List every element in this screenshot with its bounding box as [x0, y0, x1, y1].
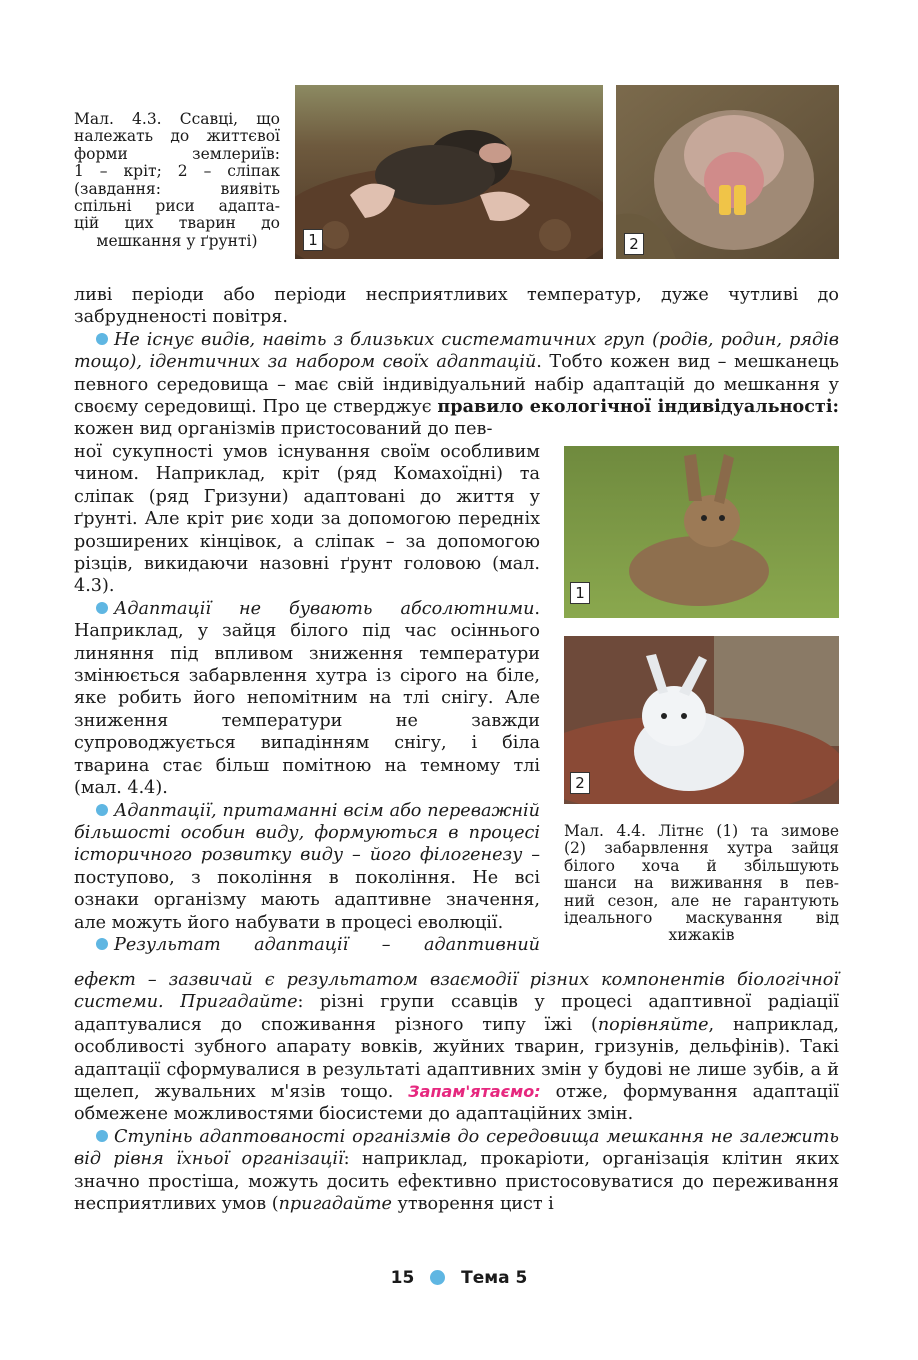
text-span: : різні групи ссавців у процесі адаптивної радіації адаптувалися до споживання різного типу їжі ( — [74, 992, 839, 1035]
paragraph — [74, 934, 540, 956]
bold-term: правило екологічної індивідуальності: — [437, 396, 839, 418]
caption-line: ідеального маскування від — [564, 909, 839, 928]
text-block-bottom — [74, 969, 839, 1215]
caption-line: Мал. 4.4. Літнє (1) та зимове — [564, 822, 839, 840]
text-span: . Тобто кожен вид – мешканець певного середовища – має свій індивідуальний набір адаптацій до мешкання у своєму середовищі. Про це стверджує — [74, 352, 839, 418]
mole-rat-photo — [616, 85, 839, 259]
paragraph — [74, 329, 839, 441]
remember-label: Запам'ятаємо: — [408, 1082, 541, 1102]
hare-winter-photo — [564, 636, 839, 804]
bullet-dot-icon — [96, 602, 108, 614]
italic-text: ефект – зазвичай є результатом взаємодії різних компонентів біологічної системи. Пригадайте — [74, 970, 839, 1013]
caption-line: (2) забарвлення хутра зайця — [564, 839, 839, 858]
caption-line: 1 – кріт; 2 – сліпак — [74, 162, 280, 181]
bullet-dot-icon — [96, 1130, 108, 1142]
text-span: . Наприклад, у зайця білого під час осіннього линяння під впливом зниження температури змінюється забарвлення хутра із сірого на біле, яке робить його непомітним на тлі снігу. Але зниження температури не завжди супроводжується випадінням снігу, і біла тварина стає більш помітною на темному тлі (мал. 4.4). — [74, 598, 540, 799]
circle-icon — [430, 1270, 445, 1285]
italic-text: Не існує видів, навіть з близьких систематичних груп (родів, родин, рядів тощо), ідентичних за набором своїх адаптацій — [74, 329, 839, 373]
figure-4-3-caption-last: мешкання у ґрунті) — [96, 231, 258, 250]
photo-number-2: 2 — [570, 772, 590, 794]
paragraph — [74, 598, 540, 800]
figure-4-4-caption — [564, 823, 839, 945]
text-span: – поступово, з покоління в покоління. Не всі ознаки організму мають адаптивне значення, але можуть його набувати в процесі еволюції. — [74, 845, 540, 933]
page-footer — [0, 1268, 918, 1288]
text-span: утворення цист і — [391, 1194, 554, 1215]
italic-text: Адаптації, притаманні всім або переважній більшості особин виду, формуються в процесі історичного розвитку виду – його філогенезу — [74, 800, 540, 866]
paragraph: ливі періоди або періоди несприятливих температур, дуже чутливі до забрудненості повітря. — [74, 285, 839, 328]
caption-line: (завдання: виявіть — [74, 179, 280, 198]
paragraph: ної сукупності умов існування своїм особливим чином. Наприклад, кріт (ряд Комахоїдні) та сліпак (ряд Гризуни) адаптовані до життя у ґрунті. Але кріт риє ходи за допомогою передніх розширених кінцівок, а сліпак – за допомогою різців, викидаючи назовні ґрунт головою (мал. 4.3). — [74, 442, 540, 597]
italic-text: Адаптації не бувають абсолютними — [114, 598, 535, 619]
paragraph — [74, 1126, 839, 1216]
bullet-dot-icon — [96, 333, 108, 345]
figure-4-3-caption — [74, 111, 280, 250]
text-block-top — [74, 284, 839, 441]
italic-text: порівняйте — [597, 1014, 709, 1035]
italic-text: Результат адаптації – адаптивний — [114, 934, 540, 955]
text-block-column — [74, 441, 540, 956]
caption-line: форми землериїв: — [74, 144, 280, 163]
text-span: : наприклад, прокаріоти, організація клітин яких значно простіша, можуть досить ефективно пристосовуватися до переживання несприятливих умов ( — [74, 1149, 839, 1215]
caption-line: Мал. 4.3. Ссавці, що — [74, 110, 280, 128]
bullet-dot-icon — [96, 804, 108, 816]
page-number: 15 — [390, 1268, 415, 1288]
paragraph — [74, 800, 540, 934]
paragraph — [74, 969, 839, 1126]
text-span: , наприклад, особливості зубного апарату вовків, жуйних тварин, гризунів, дельфінів). Такі адаптації сформувалися в результаті адаптивних змін у будові не лише зубів, а й щелеп, жувальних м'язів тощо. — [74, 1014, 839, 1103]
bullet-dot-icon — [96, 938, 108, 950]
mole-photo — [295, 85, 603, 259]
text-span: кожен вид організмів пристосований до пев- — [74, 419, 493, 440]
figure-4-4-caption-last: хижаків — [668, 926, 735, 945]
italic-text: Ступінь адаптованості організмів до середовища мешкання не залежить від рівня їхньої організації — [74, 1126, 839, 1170]
caption-line: білого хоча й збільшують — [564, 856, 839, 875]
caption-line: спільні риси адапта- — [74, 197, 280, 216]
caption-line: шанси на виживання в пев- — [564, 874, 839, 893]
caption-line: належать до життєвої — [74, 127, 280, 146]
photo-number-1: 1 — [303, 229, 323, 251]
italic-text: пригадайте — [278, 1194, 392, 1215]
topic-label: Тема 5 — [461, 1268, 528, 1288]
caption-line: ний сезон, але не гарантують — [564, 891, 839, 910]
photo-number-1: 1 — [570, 582, 590, 604]
photo-number-2: 2 — [624, 233, 644, 255]
caption-line: цій цих тварин до — [74, 214, 280, 233]
text-span: отже, формування адаптації обмежене можливостями біосистеми до адаптаційних змін. — [74, 1082, 839, 1125]
hare-summer-photo — [564, 446, 839, 618]
